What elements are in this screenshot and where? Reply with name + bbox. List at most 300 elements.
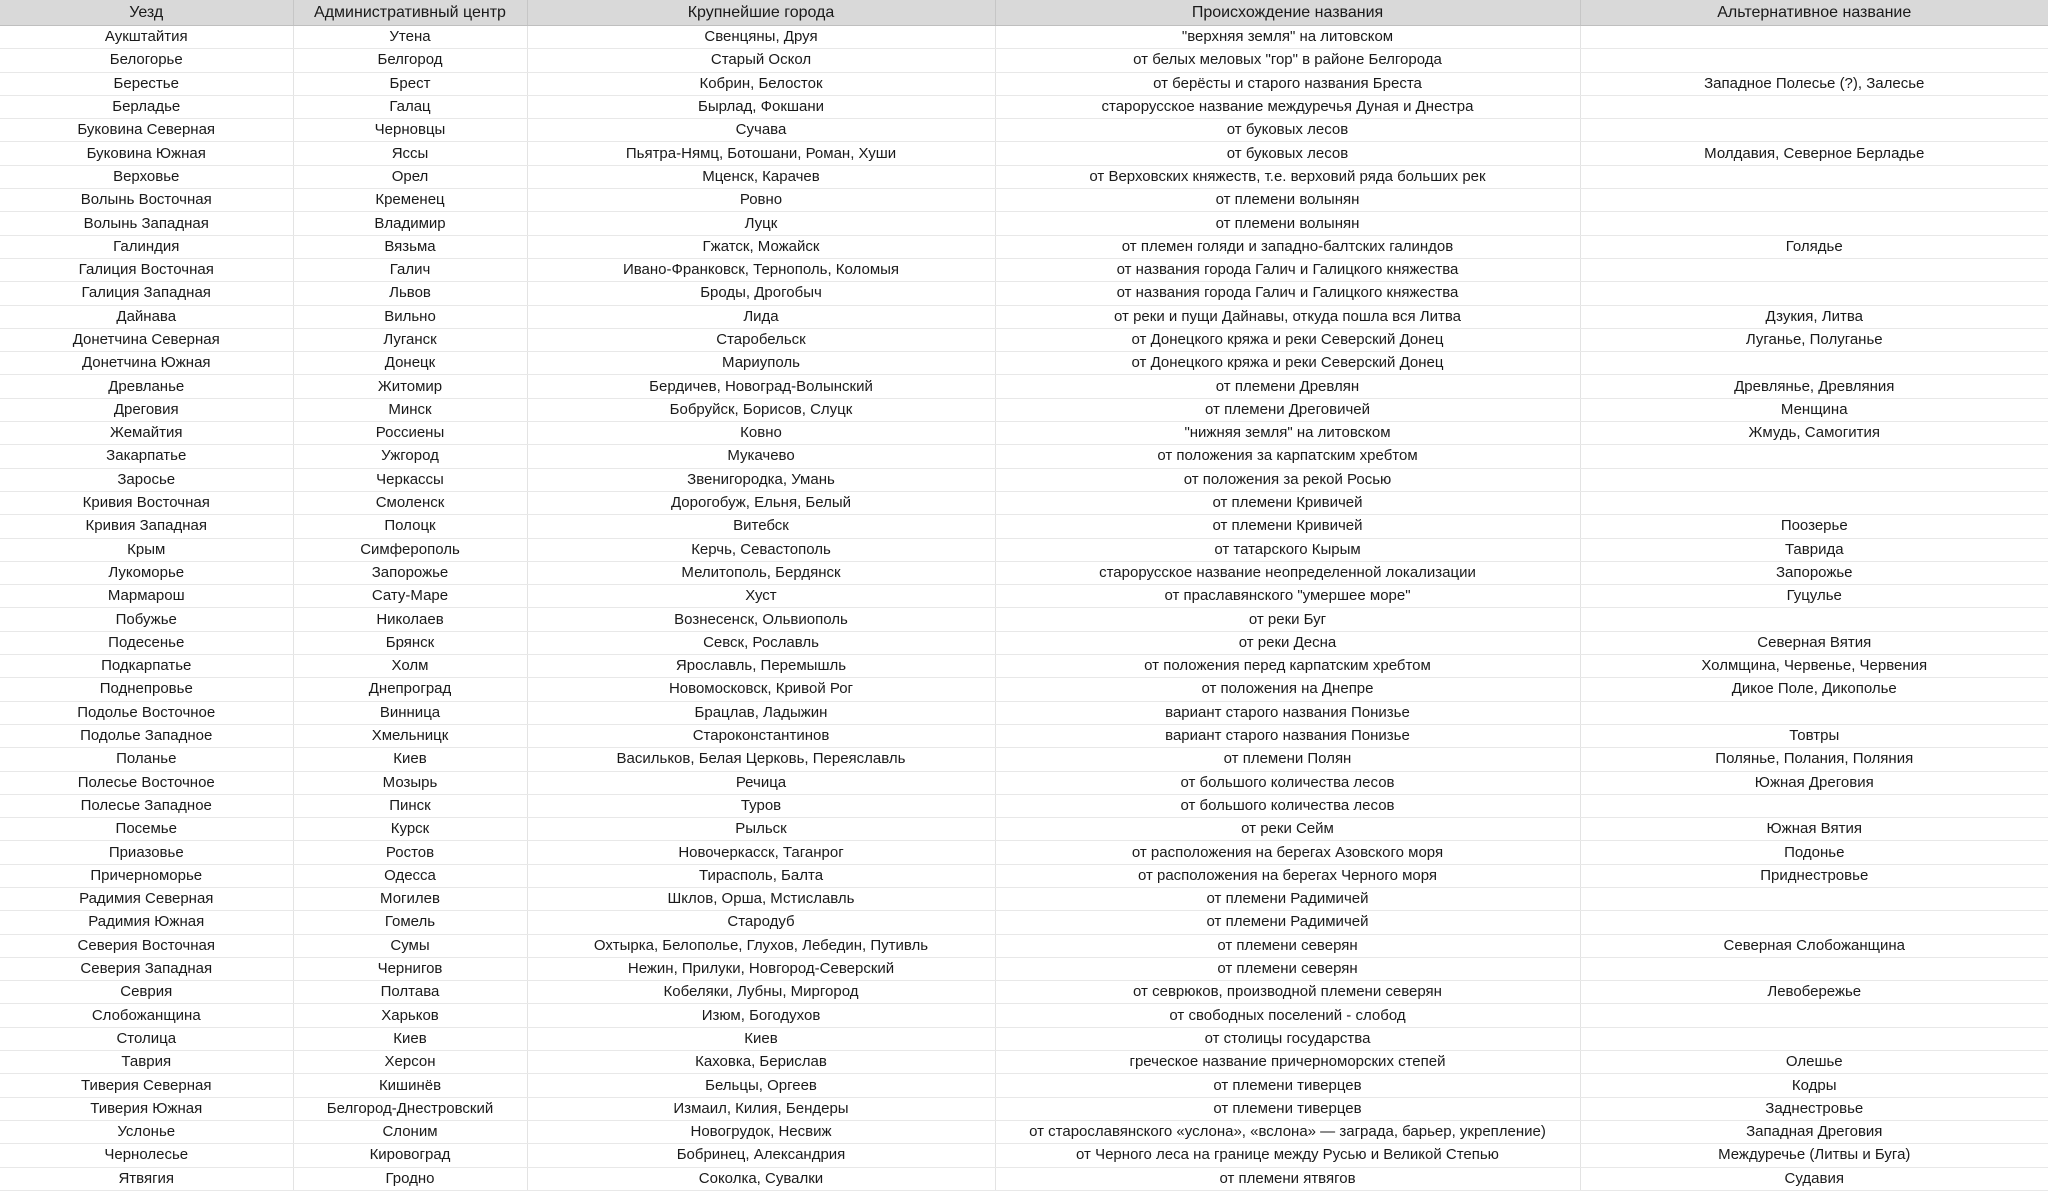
cell-name-origin[interactable]: от расположения на берегах Черного моря xyxy=(995,864,1580,887)
cell-uezd[interactable]: Буковина Северная xyxy=(0,119,293,142)
cell-uezd[interactable]: Галиция Западная xyxy=(0,282,293,305)
cell-largest-cities[interactable]: Новогрудок, Несвиж xyxy=(527,1120,995,1143)
cell-name-origin[interactable]: от татарского Кырым xyxy=(995,538,1580,561)
cell-name-origin[interactable]: от реки Десна xyxy=(995,631,1580,654)
cell-largest-cities[interactable]: Кобрин, Белосток xyxy=(527,72,995,95)
cell-admin-center[interactable]: Симферополь xyxy=(293,538,527,561)
cell-name-origin[interactable]: от буковых лесов xyxy=(995,119,1580,142)
table-row xyxy=(0,724,2048,747)
cell-uezd[interactable]: Белогорье xyxy=(0,49,293,72)
cell-name-origin[interactable]: от старославянского «услона», «вслона» — заграда, барьер, укрепление) xyxy=(995,1120,1580,1143)
cell-admin-center[interactable]: Холм xyxy=(293,655,527,678)
cell-name-origin[interactable]: от Донецкого кряжа и реки Северский Донец xyxy=(995,352,1580,375)
cell-alt-name[interactable] xyxy=(1580,26,2048,49)
cell-largest-cities[interactable]: Мукачево xyxy=(527,445,995,468)
table-row xyxy=(0,72,2048,95)
cell-admin-center[interactable]: Киев xyxy=(293,748,527,771)
cell-largest-cities[interactable]: Ярославль, Перемышль xyxy=(527,655,995,678)
table-row xyxy=(0,585,2048,608)
cell-largest-cities[interactable]: Броды, Дрогобыч xyxy=(527,282,995,305)
cell-uezd[interactable]: Севрия xyxy=(0,981,293,1004)
table-row xyxy=(0,445,2048,468)
cell-largest-cities[interactable]: Ивано-Франковск, Тернополь, Коломыя xyxy=(527,258,995,281)
cell-largest-cities[interactable]: Мелитополь, Бердянск xyxy=(527,561,995,584)
cell-uezd[interactable]: Волынь Восточная xyxy=(0,189,293,212)
cell-name-origin[interactable]: от племени волынян xyxy=(995,189,1580,212)
table-row xyxy=(0,1074,2048,1097)
table-row xyxy=(0,887,2048,910)
cell-uezd[interactable]: Побужье xyxy=(0,608,293,631)
cell-uezd[interactable]: Закарпатье xyxy=(0,445,293,468)
cell-admin-center[interactable]: Гродно xyxy=(293,1167,527,1190)
cell-name-origin[interactable]: от свободных поселений - слобод xyxy=(995,1004,1580,1027)
cell-admin-center[interactable]: Смоленск xyxy=(293,491,527,514)
cell-admin-center[interactable]: Днепроград xyxy=(293,678,527,701)
cell-alt-name[interactable]: Полянье, Полания, Поляния xyxy=(1580,748,2048,771)
cell-uezd[interactable]: Чернолесье xyxy=(0,1144,293,1167)
cell-alt-name[interactable]: Дикое Поле, Дикополье xyxy=(1580,678,2048,701)
cell-largest-cities[interactable]: Изюм, Богодухов xyxy=(527,1004,995,1027)
table-row xyxy=(0,794,2048,817)
cell-name-origin[interactable]: "нижняя земля" на литовском xyxy=(995,422,1580,445)
cell-admin-center[interactable]: Вильно xyxy=(293,305,527,328)
cell-uezd[interactable]: Подкарпатье xyxy=(0,655,293,678)
cell-admin-center[interactable]: Кременец xyxy=(293,189,527,212)
cell-largest-cities[interactable]: Керчь, Севастополь xyxy=(527,538,995,561)
cell-uezd[interactable]: Мармарош xyxy=(0,585,293,608)
cell-admin-center[interactable]: Хмельницк xyxy=(293,724,527,747)
cell-alt-name[interactable]: Менщина xyxy=(1580,398,2048,421)
cell-admin-center[interactable]: Черновцы xyxy=(293,119,527,142)
cell-name-origin[interactable]: от племен голяди и западно-балтских галиндов xyxy=(995,235,1580,258)
cell-uezd[interactable]: Полесье Западное xyxy=(0,794,293,817)
cell-alt-name[interactable]: Подонье xyxy=(1580,841,2048,864)
cell-largest-cities[interactable]: Стародуб xyxy=(527,911,995,934)
cell-alt-name[interactable] xyxy=(1580,911,2048,934)
cell-alt-name[interactable]: Западное Полесье (?), Залесье xyxy=(1580,72,2048,95)
cell-name-origin[interactable]: от племени Кривичей xyxy=(995,515,1580,538)
cell-name-origin[interactable]: от положения перед карпатским хребтом xyxy=(995,655,1580,678)
cell-uezd[interactable]: Древланье xyxy=(0,375,293,398)
cell-alt-name[interactable]: Заднестровье xyxy=(1580,1097,2048,1120)
cell-name-origin[interactable]: от Верховских княжеств, т.е. верховий ряда больших рек xyxy=(995,165,1580,188)
cell-alt-name[interactable] xyxy=(1580,212,2048,235)
cell-largest-cities[interactable]: Севск, Рославль xyxy=(527,631,995,654)
cell-alt-name[interactable] xyxy=(1580,794,2048,817)
cell-largest-cities[interactable]: Охтырка, Белополье, Глухов, Лебедин, Путивль xyxy=(527,934,995,957)
cell-admin-center[interactable]: Могилев xyxy=(293,887,527,910)
cell-alt-name[interactable] xyxy=(1580,189,2048,212)
cell-uezd[interactable]: Волынь Западная xyxy=(0,212,293,235)
table-row xyxy=(0,911,2048,934)
header-name-origin[interactable]: Происхождение названия xyxy=(995,0,1580,26)
cell-admin-center[interactable]: Белгород-Днестровский xyxy=(293,1097,527,1120)
table-row xyxy=(0,491,2048,514)
cell-largest-cities[interactable]: Гжатск, Можайск xyxy=(527,235,995,258)
table-row xyxy=(0,142,2048,165)
cell-uezd[interactable]: Столица xyxy=(0,1027,293,1050)
cell-uezd[interactable]: Берестье xyxy=(0,72,293,95)
cell-name-origin[interactable]: от племени Полян xyxy=(995,748,1580,771)
cell-name-origin[interactable]: "верхняя земля" на литовском xyxy=(995,26,1580,49)
cell-admin-center[interactable]: Одесса xyxy=(293,864,527,887)
cell-uezd[interactable]: Полесье Восточное xyxy=(0,771,293,794)
cell-name-origin[interactable]: от названия города Галич и Галицкого княжества xyxy=(995,282,1580,305)
cell-uezd[interactable]: Приазовье xyxy=(0,841,293,864)
cell-alt-name[interactable]: Холмщина, Червенье, Червения xyxy=(1580,655,2048,678)
cell-admin-center[interactable]: Сумы xyxy=(293,934,527,957)
cell-admin-center[interactable]: Брест xyxy=(293,72,527,95)
table-row xyxy=(0,398,2048,421)
table-row xyxy=(0,235,2048,258)
cell-uezd[interactable]: Подесенье xyxy=(0,631,293,654)
cell-largest-cities[interactable]: Соколка, Сувалки xyxy=(527,1167,995,1190)
cell-alt-name[interactable]: Приднестровье xyxy=(1580,864,2048,887)
cell-uezd[interactable]: Радимия Южная xyxy=(0,911,293,934)
cell-uezd[interactable]: Буковина Южная xyxy=(0,142,293,165)
cell-admin-center[interactable]: Винница xyxy=(293,701,527,724)
cell-largest-cities[interactable]: Староконстантинов xyxy=(527,724,995,747)
cell-admin-center[interactable]: Кишинёв xyxy=(293,1074,527,1097)
cell-name-origin[interactable]: от праславянского "умершее море" xyxy=(995,585,1580,608)
table-row xyxy=(0,212,2048,235)
cell-largest-cities[interactable]: Старобельск xyxy=(527,328,995,351)
cell-name-origin[interactable]: от большого количества лесов xyxy=(995,794,1580,817)
table-row xyxy=(0,701,2048,724)
cell-alt-name[interactable]: Древлянье, Древляния xyxy=(1580,375,2048,398)
cell-largest-cities[interactable]: Каховка, Берислав xyxy=(527,1051,995,1074)
cell-name-origin[interactable]: от реки Буг xyxy=(995,608,1580,631)
cell-uezd[interactable]: Дреговия xyxy=(0,398,293,421)
cell-name-origin[interactable]: от столицы государства xyxy=(995,1027,1580,1050)
cell-name-origin[interactable]: от буковых лесов xyxy=(995,142,1580,165)
table-row xyxy=(0,957,2048,980)
cell-alt-name[interactable]: Кодры xyxy=(1580,1074,2048,1097)
table-row xyxy=(0,1120,2048,1143)
cell-admin-center[interactable]: Житомир xyxy=(293,375,527,398)
cell-name-origin[interactable]: от племени тиверцев xyxy=(995,1097,1580,1120)
cell-uezd[interactable]: Крым xyxy=(0,538,293,561)
cell-uezd[interactable]: Слобожанщина xyxy=(0,1004,293,1027)
cell-largest-cities[interactable]: Пьятра-Нямц, Ботошани, Роман, Хуши xyxy=(527,142,995,165)
header-uezd[interactable]: Уезд xyxy=(0,0,293,26)
cell-largest-cities[interactable]: Тирасполь, Балта xyxy=(527,864,995,887)
cell-admin-center[interactable]: Владимир xyxy=(293,212,527,235)
cell-alt-name[interactable] xyxy=(1580,258,2048,281)
cell-admin-center[interactable]: Харьков xyxy=(293,1004,527,1027)
cell-largest-cities[interactable]: Нежин, Прилуки, Новгород-Северский xyxy=(527,957,995,980)
cell-largest-cities[interactable]: Ковно xyxy=(527,422,995,445)
cell-admin-center[interactable]: Сату-Маре xyxy=(293,585,527,608)
cell-largest-cities[interactable]: Свенцяны, Друя xyxy=(527,26,995,49)
table-row xyxy=(0,678,2048,701)
cell-admin-center[interactable]: Донецк xyxy=(293,352,527,375)
cell-name-origin[interactable]: от племени волынян xyxy=(995,212,1580,235)
cell-largest-cities[interactable]: Старый Оскол xyxy=(527,49,995,72)
table-row xyxy=(0,538,2048,561)
cell-alt-name[interactable]: Северная Слобожанщина xyxy=(1580,934,2048,957)
cell-admin-center[interactable]: Киев xyxy=(293,1027,527,1050)
cell-admin-center[interactable]: Утена xyxy=(293,26,527,49)
cell-name-origin[interactable]: вариант старого названия Понизье xyxy=(995,701,1580,724)
table-row xyxy=(0,328,2048,351)
cell-alt-name[interactable] xyxy=(1580,49,2048,72)
cell-largest-cities[interactable]: Новомосковск, Кривой Рог xyxy=(527,678,995,701)
cell-uezd[interactable]: Заросье xyxy=(0,468,293,491)
cell-largest-cities[interactable]: Лида xyxy=(527,305,995,328)
cell-largest-cities[interactable]: Дорогобуж, Ельня, Белый xyxy=(527,491,995,514)
cell-alt-name[interactable] xyxy=(1580,608,2048,631)
cell-name-origin[interactable]: вариант старого названия Понизье xyxy=(995,724,1580,747)
cell-alt-name[interactable]: Междуречье (Литвы и Буга) xyxy=(1580,1144,2048,1167)
cell-name-origin[interactable]: греческое название причерноморских степей xyxy=(995,1051,1580,1074)
cell-largest-cities[interactable]: Бобруйск, Борисов, Слуцк xyxy=(527,398,995,421)
cell-uezd[interactable]: Поднепровье xyxy=(0,678,293,701)
cell-alt-name[interactable] xyxy=(1580,887,2048,910)
cell-alt-name[interactable]: Гуцулье xyxy=(1580,585,2048,608)
cell-alt-name[interactable]: Жмудь, Самогития xyxy=(1580,422,2048,445)
cell-admin-center[interactable]: Орел xyxy=(293,165,527,188)
cell-admin-center[interactable]: Ростов xyxy=(293,841,527,864)
cell-uezd[interactable]: Верховье xyxy=(0,165,293,188)
cell-largest-cities[interactable]: Луцк xyxy=(527,212,995,235)
cell-name-origin[interactable]: от расположения на берегах Азовского моря xyxy=(995,841,1580,864)
cell-admin-center[interactable]: Курск xyxy=(293,818,527,841)
table-row xyxy=(0,864,2048,887)
cell-uezd[interactable]: Кривия Западная xyxy=(0,515,293,538)
cell-name-origin[interactable]: старорусское название неопределенной локализации xyxy=(995,561,1580,584)
cell-largest-cities[interactable]: Измаил, Килия, Бендеры xyxy=(527,1097,995,1120)
cell-admin-center[interactable]: Луганск xyxy=(293,328,527,351)
cell-admin-center[interactable]: Слоним xyxy=(293,1120,527,1143)
cell-name-origin[interactable]: от положения за карпатским хребтом xyxy=(995,445,1580,468)
table-row xyxy=(0,561,2048,584)
cell-admin-center[interactable]: Кировоград xyxy=(293,1144,527,1167)
cell-uezd[interactable]: Подолье Восточное xyxy=(0,701,293,724)
cell-largest-cities[interactable]: Брацлав, Ладыжин xyxy=(527,701,995,724)
cell-admin-center[interactable]: Запорожье xyxy=(293,561,527,584)
table-row xyxy=(0,1004,2048,1027)
cell-name-origin[interactable]: от племени северян xyxy=(995,957,1580,980)
cell-name-origin[interactable]: от реки и пущи Дайнавы, откуда пошла вся Литва xyxy=(995,305,1580,328)
cell-name-origin[interactable]: от большого количества лесов xyxy=(995,771,1580,794)
table-row xyxy=(0,655,2048,678)
cell-largest-cities[interactable]: Мариуполь xyxy=(527,352,995,375)
cell-alt-name[interactable] xyxy=(1580,1027,2048,1050)
cell-uezd[interactable]: Жемайтия xyxy=(0,422,293,445)
cell-uezd[interactable]: Берладье xyxy=(0,95,293,118)
cell-alt-name[interactable]: Голядье xyxy=(1580,235,2048,258)
cell-uezd[interactable]: Лукоморье xyxy=(0,561,293,584)
cell-alt-name[interactable]: Луганье, Полуганье xyxy=(1580,328,2048,351)
table-row xyxy=(0,375,2048,398)
cell-uezd[interactable]: Донетчина Северная xyxy=(0,328,293,351)
cell-alt-name[interactable] xyxy=(1580,95,2048,118)
header-row xyxy=(0,0,2048,26)
cell-largest-cities[interactable]: Звенигородка, Умань xyxy=(527,468,995,491)
cell-alt-name[interactable] xyxy=(1580,445,2048,468)
cell-name-origin[interactable]: от племени Радимичей xyxy=(995,887,1580,910)
cell-admin-center[interactable]: Львов xyxy=(293,282,527,305)
table-row xyxy=(0,934,2048,957)
cell-admin-center[interactable]: Белгород xyxy=(293,49,527,72)
cell-alt-name[interactable]: Южная Дреговия xyxy=(1580,771,2048,794)
cell-uezd[interactable]: Посемье xyxy=(0,818,293,841)
header-largest-cities[interactable]: Крупнейшие города xyxy=(527,0,995,26)
cell-name-origin[interactable]: от севрюков, производной племени северян xyxy=(995,981,1580,1004)
cell-admin-center[interactable]: Россиены xyxy=(293,422,527,445)
cell-admin-center[interactable]: Херсон xyxy=(293,1051,527,1074)
cell-alt-name[interactable]: Западная Дреговия xyxy=(1580,1120,2048,1143)
cell-uezd[interactable]: Северия Восточная xyxy=(0,934,293,957)
cell-alt-name[interactable]: Дзукия, Литва xyxy=(1580,305,2048,328)
table-row xyxy=(0,49,2048,72)
cell-alt-name[interactable] xyxy=(1580,352,2048,375)
table-row xyxy=(0,515,2048,538)
cell-alt-name[interactable] xyxy=(1580,119,2048,142)
cell-alt-name[interactable]: Олешье xyxy=(1580,1051,2048,1074)
cell-alt-name[interactable]: Таврида xyxy=(1580,538,2048,561)
cell-uezd[interactable]: Северия Западная xyxy=(0,957,293,980)
cell-admin-center[interactable]: Вязьма xyxy=(293,235,527,258)
cell-admin-center[interactable]: Полтава xyxy=(293,981,527,1004)
cell-name-origin[interactable]: от племени северян xyxy=(995,934,1580,957)
cell-uezd[interactable]: Аукштайтия xyxy=(0,26,293,49)
cell-largest-cities[interactable]: Бобринец, Александрия xyxy=(527,1144,995,1167)
cell-alt-name[interactable]: Молдавия, Северное Берладье xyxy=(1580,142,2048,165)
table-row xyxy=(0,258,2048,281)
header-alt-name[interactable]: Альтернативное название xyxy=(1580,0,2048,26)
cell-largest-cities[interactable]: Шклов, Орша, Мстиславль xyxy=(527,887,995,910)
cell-largest-cities[interactable]: Речица xyxy=(527,771,995,794)
table-row xyxy=(0,305,2048,328)
cell-largest-cities[interactable]: Вознесенск, Ольвиополь xyxy=(527,608,995,631)
table-row xyxy=(0,818,2048,841)
cell-alt-name[interactable]: Южная Вятия xyxy=(1580,818,2048,841)
cell-name-origin[interactable]: от положения за рекой Росью xyxy=(995,468,1580,491)
cell-name-origin[interactable]: старорусское название междуречья Дуная и Днестра xyxy=(995,95,1580,118)
cell-name-origin[interactable]: от племени Кривичей xyxy=(995,491,1580,514)
cell-alt-name[interactable] xyxy=(1580,165,2048,188)
cell-uezd[interactable]: Тиверия Южная xyxy=(0,1097,293,1120)
cell-name-origin[interactable]: от названия города Галич и Галицкого княжества xyxy=(995,258,1580,281)
cell-admin-center[interactable]: Николаев xyxy=(293,608,527,631)
cell-alt-name[interactable] xyxy=(1580,1004,2048,1027)
cell-largest-cities[interactable]: Бердичев, Новоград-Волынский xyxy=(527,375,995,398)
cell-name-origin[interactable]: от берёсты и старого названия Бреста xyxy=(995,72,1580,95)
cell-alt-name[interactable]: Поозерье xyxy=(1580,515,2048,538)
cell-uezd[interactable]: Поланье xyxy=(0,748,293,771)
cell-name-origin[interactable]: от реки Сейм xyxy=(995,818,1580,841)
cell-admin-center[interactable]: Яссы xyxy=(293,142,527,165)
cell-uezd[interactable]: Причерноморье xyxy=(0,864,293,887)
cell-admin-center[interactable]: Пинск xyxy=(293,794,527,817)
table-row xyxy=(0,165,2048,188)
table-row xyxy=(0,189,2048,212)
cell-alt-name[interactable] xyxy=(1580,491,2048,514)
cell-name-origin[interactable]: от Черного леса на границе между Русью и Великой Степью xyxy=(995,1144,1580,1167)
cell-admin-center[interactable]: Чернигов xyxy=(293,957,527,980)
cell-largest-cities[interactable]: Кобеляки, Лубны, Миргород xyxy=(527,981,995,1004)
cell-admin-center[interactable]: Гомель xyxy=(293,911,527,934)
cell-largest-cities[interactable]: Витебск xyxy=(527,515,995,538)
cell-name-origin[interactable]: от племени тиверцев xyxy=(995,1074,1580,1097)
cell-largest-cities[interactable]: Васильков, Белая Церковь, Переяславль xyxy=(527,748,995,771)
cell-largest-cities[interactable]: Бырлад, Фокшани xyxy=(527,95,995,118)
cell-name-origin[interactable]: от Донецкого кряжа и реки Северский Донец xyxy=(995,328,1580,351)
cell-uezd[interactable]: Ятвягия xyxy=(0,1167,293,1190)
table-row xyxy=(0,282,2048,305)
cell-alt-name[interactable]: Северная Вятия xyxy=(1580,631,2048,654)
cell-uezd[interactable]: Тиверия Северная xyxy=(0,1074,293,1097)
cell-uezd[interactable]: Донетчина Южная xyxy=(0,352,293,375)
table-row xyxy=(0,631,2048,654)
cell-alt-name[interactable]: Левобережье xyxy=(1580,981,2048,1004)
table-row xyxy=(0,1027,2048,1050)
cell-uezd[interactable]: Таврия xyxy=(0,1051,293,1074)
cell-largest-cities[interactable]: Туров xyxy=(527,794,995,817)
cell-alt-name[interactable] xyxy=(1580,282,2048,305)
cell-uezd[interactable]: Галиндия xyxy=(0,235,293,258)
cell-uezd[interactable]: Кривия Восточная xyxy=(0,491,293,514)
cell-largest-cities[interactable]: Ровно xyxy=(527,189,995,212)
cell-admin-center[interactable]: Мозырь xyxy=(293,771,527,794)
table-row xyxy=(0,981,2048,1004)
cell-name-origin[interactable]: от племени Дреговичей xyxy=(995,398,1580,421)
cell-admin-center[interactable]: Брянск xyxy=(293,631,527,654)
cell-uezd[interactable]: Подолье Западное xyxy=(0,724,293,747)
cell-alt-name[interactable]: Запорожье xyxy=(1580,561,2048,584)
table-row xyxy=(0,1167,2048,1190)
table-row xyxy=(0,608,2048,631)
cell-uezd[interactable]: Услонье xyxy=(0,1120,293,1143)
cell-uezd[interactable]: Галиция Восточная xyxy=(0,258,293,281)
cell-admin-center[interactable]: Полоцк xyxy=(293,515,527,538)
cell-largest-cities[interactable]: Рыльск xyxy=(527,818,995,841)
cell-admin-center[interactable]: Галац xyxy=(293,95,527,118)
cell-alt-name[interactable]: Судавия xyxy=(1580,1167,2048,1190)
cell-largest-cities[interactable]: Киев xyxy=(527,1027,995,1050)
cell-alt-name[interactable] xyxy=(1580,701,2048,724)
cell-largest-cities[interactable]: Сучава xyxy=(527,119,995,142)
cell-alt-name[interactable] xyxy=(1580,957,2048,980)
cell-alt-name[interactable] xyxy=(1580,468,2048,491)
table-row xyxy=(0,841,2048,864)
cell-name-origin[interactable]: от племени Древлян xyxy=(995,375,1580,398)
cell-largest-cities[interactable]: Хуст xyxy=(527,585,995,608)
cell-name-origin[interactable]: от белых меловых "гор" в районе Белгорода xyxy=(995,49,1580,72)
table-row xyxy=(0,748,2048,771)
cell-admin-center[interactable]: Минск xyxy=(293,398,527,421)
table-row xyxy=(0,1097,2048,1120)
cell-admin-center[interactable]: Галич xyxy=(293,258,527,281)
cell-largest-cities[interactable]: Мценск, Карачев xyxy=(527,165,995,188)
cell-alt-name[interactable]: Товтры xyxy=(1580,724,2048,747)
table-row xyxy=(0,1144,2048,1167)
cell-admin-center[interactable]: Ужгород xyxy=(293,445,527,468)
table-row xyxy=(0,1051,2048,1074)
cell-uezd[interactable]: Радимия Северная xyxy=(0,887,293,910)
cell-admin-center[interactable]: Черкассы xyxy=(293,468,527,491)
cell-largest-cities[interactable]: Бельцы, Оргеев xyxy=(527,1074,995,1097)
cell-name-origin[interactable]: от племени ятвягов xyxy=(995,1167,1580,1190)
cell-uezd[interactable]: Дайнава xyxy=(0,305,293,328)
cell-largest-cities[interactable]: Новочеркасск, Таганрог xyxy=(527,841,995,864)
table-row xyxy=(0,119,2048,142)
cell-name-origin[interactable]: от племени Радимичей xyxy=(995,911,1580,934)
cell-name-origin[interactable]: от положения на Днепре xyxy=(995,678,1580,701)
header-admin-center[interactable]: Административный центр xyxy=(293,0,527,26)
